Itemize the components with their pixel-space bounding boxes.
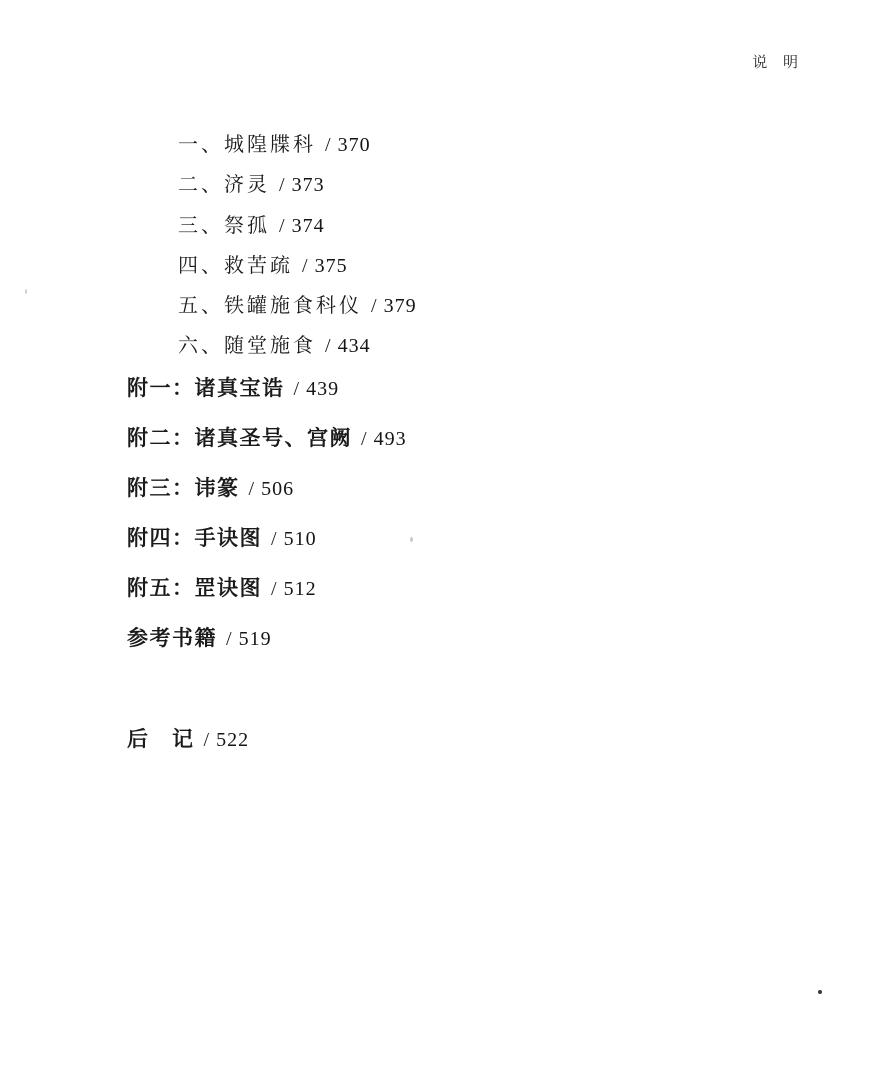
- toc-entry-label: 二、济灵: [178, 174, 270, 196]
- toc-page-number: 379: [383, 295, 417, 317]
- postscript-entry: [127, 723, 249, 753]
- toc-entry-label: 附五：罡诀图: [127, 577, 262, 600]
- scan-speck: [410, 537, 413, 542]
- toc-separator: /: [271, 528, 277, 550]
- toc-entry-label: 附三：讳篆: [127, 477, 240, 500]
- toc-page-number: 510: [283, 528, 317, 550]
- toc-separator: /: [271, 578, 277, 600]
- toc-entry-label: 五、铁罐施食科仪: [178, 295, 362, 317]
- toc-page-number: 375: [314, 255, 348, 277]
- toc-page-number: 512: [283, 578, 317, 600]
- toc-entry-label: 附一：诸真宝诰: [127, 377, 285, 400]
- toc-page-number: 370: [337, 134, 371, 156]
- running-header: 说 明: [752, 55, 804, 71]
- scan-speck: [25, 289, 27, 294]
- appendix-entry-3: [127, 472, 294, 502]
- toc-entry-3: [178, 209, 325, 238]
- toc-entry-2: [178, 168, 325, 197]
- toc-separator: /: [371, 295, 377, 317]
- toc-entry-label: 后 记: [127, 728, 195, 751]
- toc-entry-4: [178, 249, 348, 278]
- toc-entry-label: 六、随堂施食: [178, 335, 316, 357]
- toc-entry-label: 三、祭孤: [178, 215, 270, 237]
- toc-separator: /: [302, 255, 308, 277]
- toc-entry-6: [178, 329, 371, 358]
- toc-entry-label: 附四：手诀图: [127, 527, 262, 550]
- toc-page-number: 506: [261, 478, 295, 500]
- toc-entry-label: 参考书籍: [127, 627, 217, 650]
- toc-separator: /: [203, 729, 210, 751]
- toc-entry-label: 附二：诸真圣号、宫阙: [127, 427, 352, 450]
- toc-page-number: 519: [238, 628, 272, 650]
- references-entry: [127, 622, 272, 652]
- appendix-entry-4: [127, 522, 317, 552]
- toc-separator: /: [325, 335, 331, 357]
- toc-separator: /: [293, 378, 300, 400]
- toc-page-number: 493: [373, 428, 407, 450]
- toc-page-number: 439: [306, 378, 340, 400]
- scan-speck: [818, 990, 822, 994]
- toc-entry-label: 一、城隍牒科: [178, 134, 316, 156]
- toc-separator: /: [279, 174, 285, 196]
- toc-separator: /: [226, 628, 232, 650]
- toc-page-number: 374: [291, 215, 325, 237]
- appendix-entry-5: [127, 572, 317, 602]
- toc-entry-1: [178, 128, 371, 157]
- toc-separator: /: [279, 215, 285, 237]
- appendix-entry-1: [127, 372, 339, 402]
- toc-entry-5: [178, 289, 417, 318]
- toc-page-number: 373: [291, 174, 325, 196]
- toc-page-number: 522: [216, 729, 250, 751]
- toc-separator: /: [325, 134, 331, 156]
- toc-page-number: 434: [337, 335, 371, 357]
- toc-entry-label: 四、救苦疏: [178, 255, 293, 277]
- appendix-entry-2: [127, 422, 407, 452]
- toc-separator: /: [361, 428, 367, 450]
- toc-separator: /: [248, 478, 255, 500]
